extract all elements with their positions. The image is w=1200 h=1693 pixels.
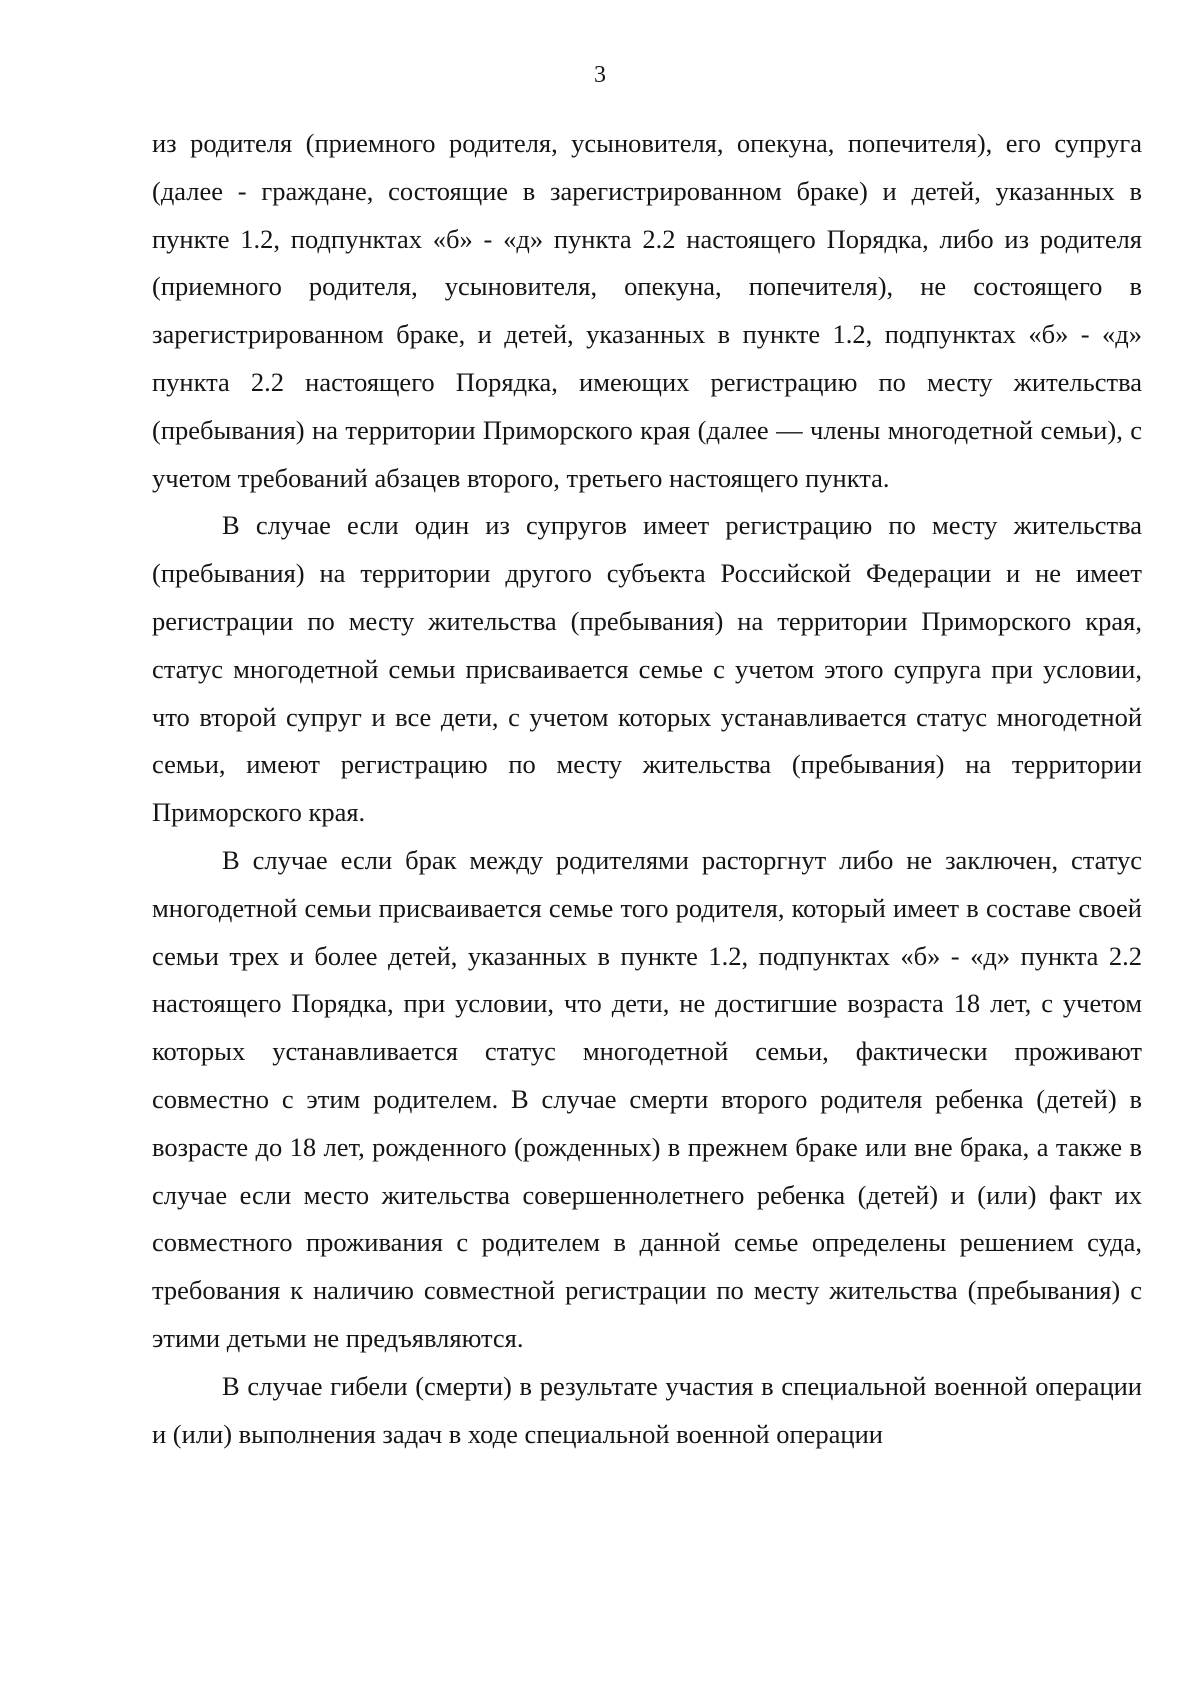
paragraph-1: из родителя (приемного родителя, усыновителя, опекуна, попечителя), его супруга (далее - граждане, состоящие в зарегистрированном браке) и детей, указанных в пункте 1.2, подпунктах «б» - «д» пункта 2.2 настоящего Порядка, либо из родителя (приемного родителя, усыновителя, опекуна, попечителя), не состоящего в зарегистрированном браке, и детей, указанных в пункте 1.2, подпунктах «б» - «д» пункта 2.2 настоящего Порядка, имеющих регистрацию по месту жительства (пребывания) на территории Приморского края (далее — члены многодетной семьи), с учетом требований абзацев второго, третьего настоящего пункта.: [152, 128, 1142, 493]
paragraph-3: В случае если брак между родителями расторгнут либо не заключен, статус многодетной семьи присваивается семье того родителя, который имеет в составе своей семьи трех и более детей, указанных в пункте 1.2, подпунктах «б» - «д» пункта 2.2 настоящего Порядка, при условии, что дети, не достигшие возраста 18 лет, с учетом которых устанавливается статус многодетной семьи, фактически проживают совместно с этим родителем. В случае смерти второго родителя ребенка (детей) в возрасте до 18 лет, рожденного (рожденных) в прежнем браке или вне брака, а также в случае если место жительства совершеннолетнего ребенка (детей) и (или) факт их совместного проживания с родителем в данной семье определены решением суда, требования к наличию совместной регистрации по месту жительства (пребывания) с этими детьми не предъявляются.: [152, 844, 1142, 1353]
document-body: [152, 120, 1142, 1458]
paragraph-2: В случае если один из супругов имеет регистрацию по месту жительства (пребывания) на территории другого субъекта Российской Федерации и не имеет регистрации по месту жительства (пребывания) на территории Приморского края, статус многодетной семьи присваивается семье с учетом этого супруга при условии, что второй супруг и все дети, с учетом которых устанавливается статус многодетной семьи, имеют регистрацию по месту жительства (пребывания) на территории Приморского края.: [152, 510, 1142, 828]
paragraph-4: В случае гибели (смерти) в результате участия в специальной военной операции и (или) выполнения задач в ходе специальной военной операции: [152, 1370, 1142, 1449]
page-number: 3: [594, 62, 606, 88]
